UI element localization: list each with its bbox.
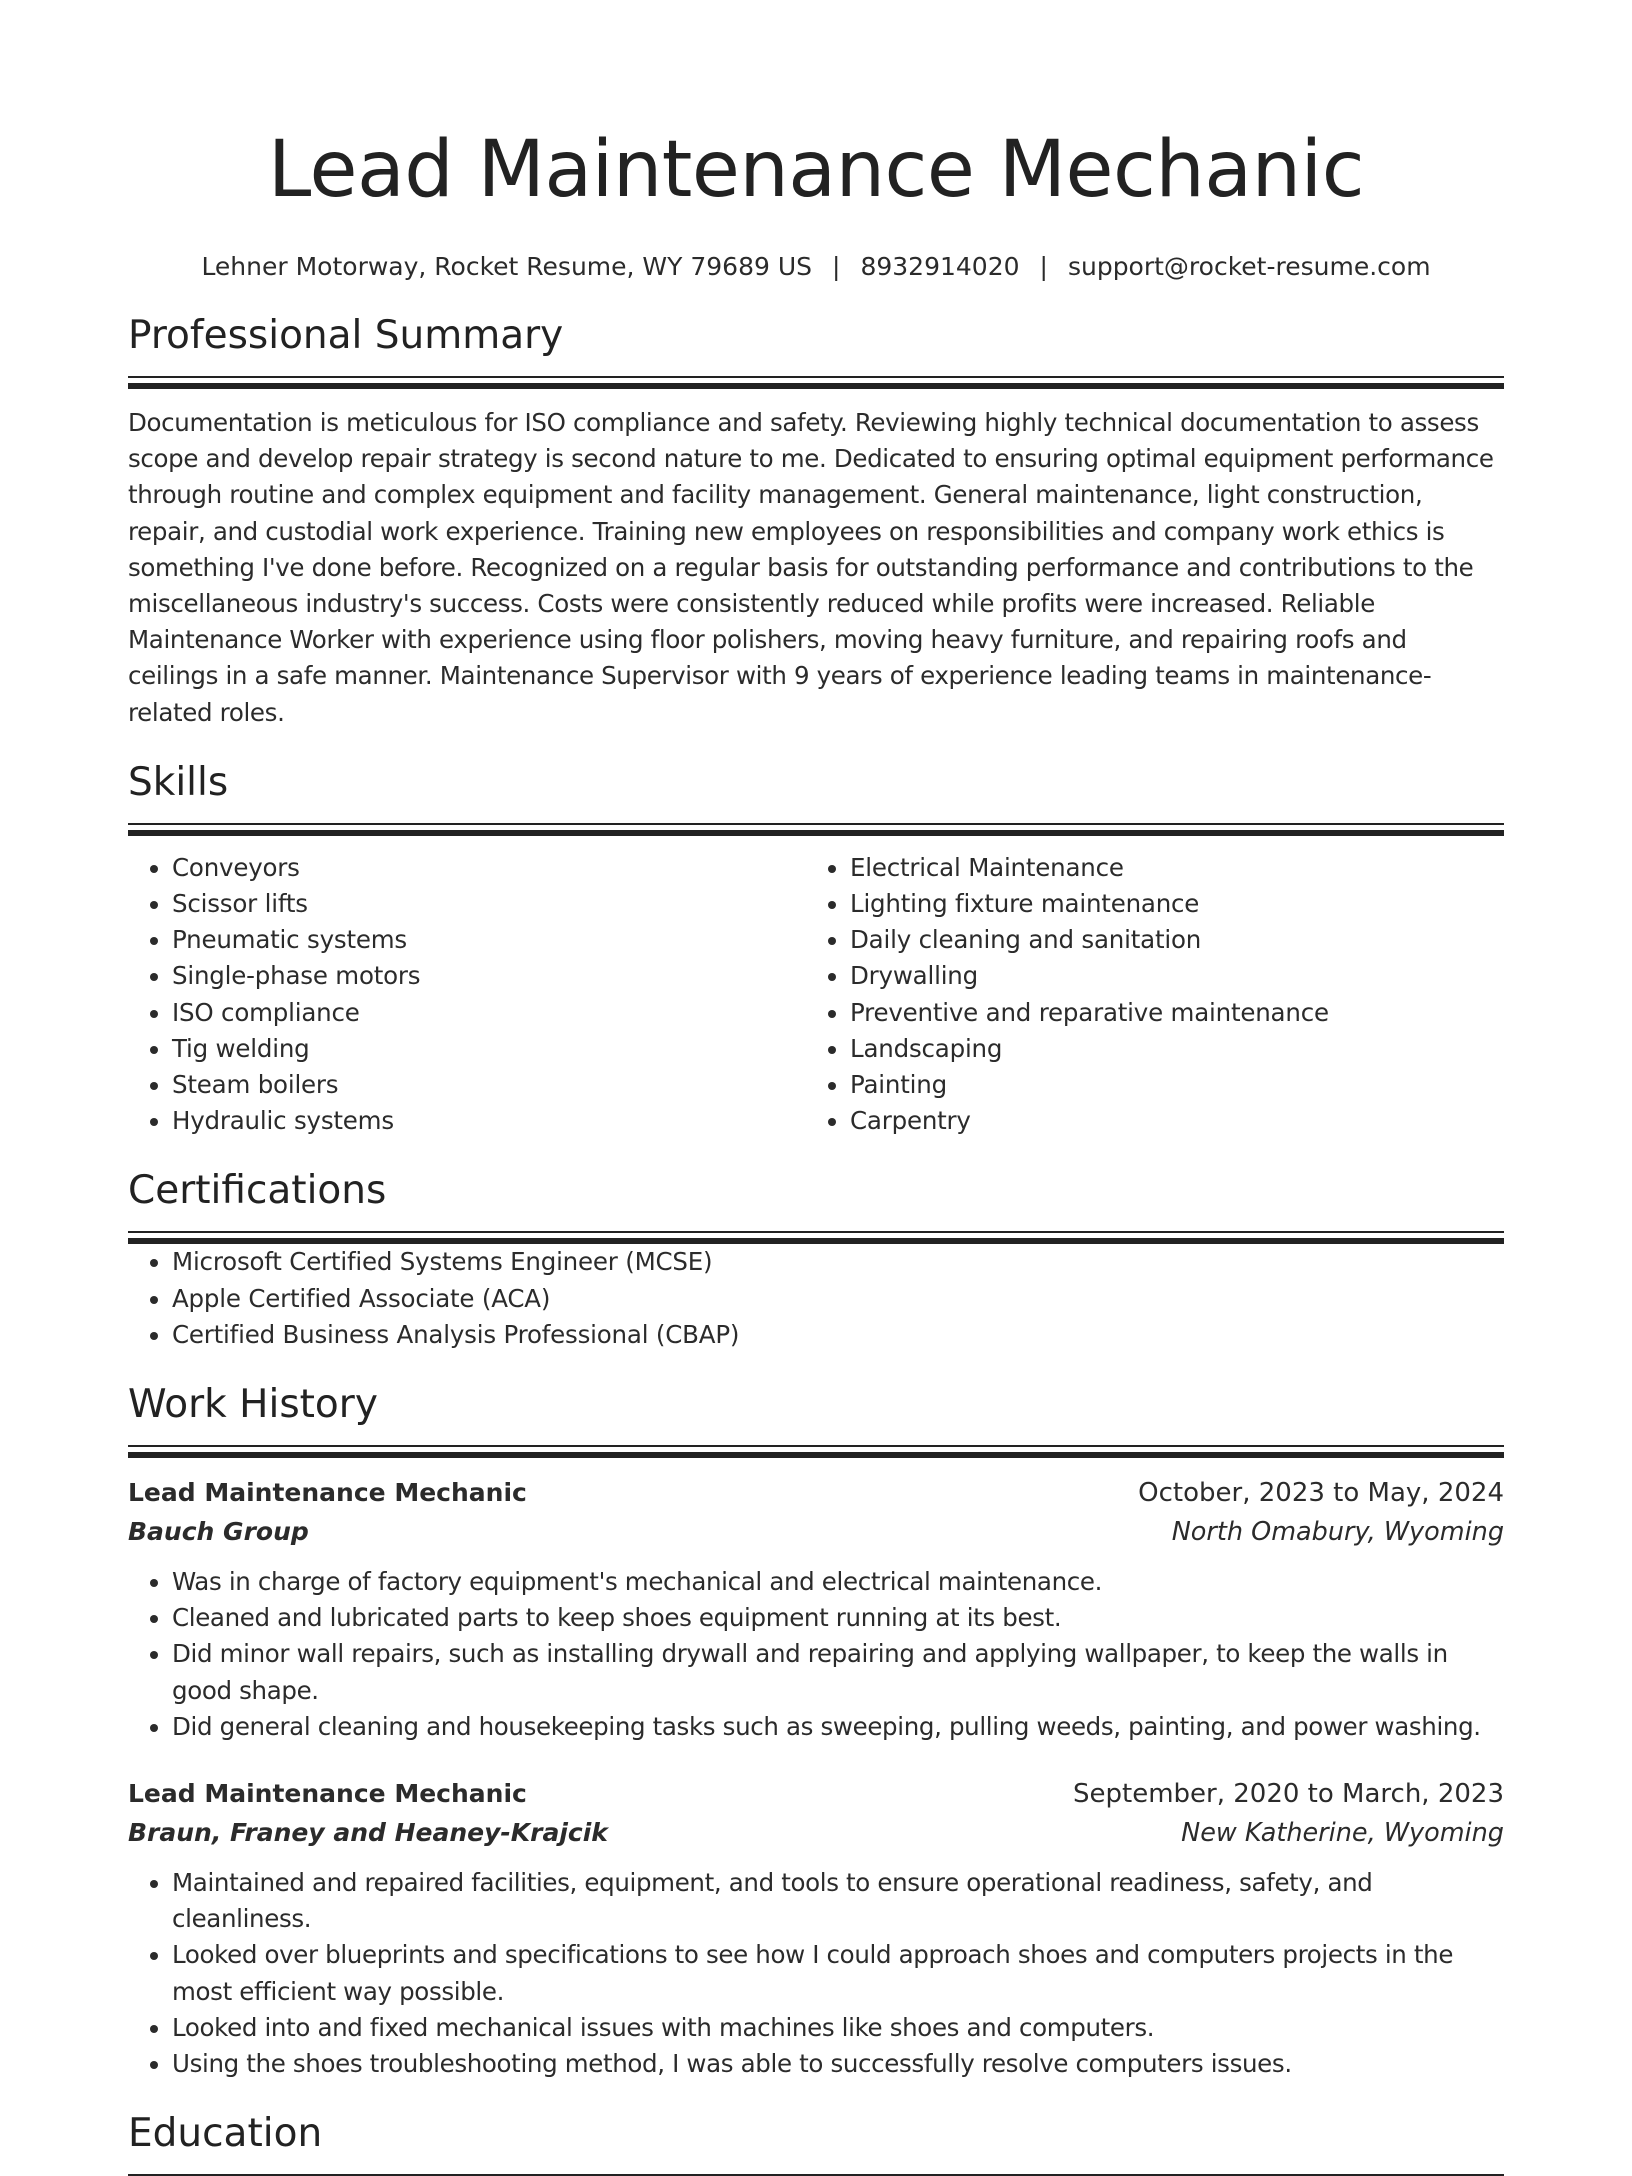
job-duty-item: • Did general cleaning and housekeeping tasks such as sweeping, pulling weeds, painting, and power washing. [172, 1709, 1504, 1745]
skill-item: • Conveyors [172, 850, 806, 886]
skills-section [128, 757, 1504, 1140]
certification-item: • Microsoft Certified Systems Engineer (MCSE) [172, 1244, 1504, 1280]
contact-separator: | [1039, 252, 1048, 281]
skill-item: • Electrical Maintenance [850, 850, 1504, 886]
section-divider [128, 1452, 1504, 1458]
job-duties-list [128, 1865, 1504, 2082]
job-header-row [128, 1474, 1504, 1512]
job-title: Lead Maintenance Mechanic [128, 1779, 527, 1809]
work-history-section-title: Work History [128, 1382, 378, 1428]
job-dates: September, 2020 to March, 2023 [1073, 1779, 1504, 1810]
summary-section [128, 310, 1504, 731]
section-divider [128, 383, 1504, 389]
skills-column-right [806, 850, 1504, 1140]
section-divider [128, 376, 1504, 378]
skill-item: • Daily cleaning and sanitation [850, 922, 1504, 958]
skills-column-left [128, 850, 806, 1140]
job-entry [128, 1474, 1504, 1745]
work-history-section [128, 1379, 1504, 2082]
job-company-row [128, 1813, 1504, 1853]
job-title: Lead Maintenance Mechanic [128, 1478, 527, 1508]
resume-name-heading: Lead Maintenance Mechanic [267, 125, 1365, 215]
summary-text: Documentation is meticulous for ISO compliance and safety. Reviewing highly technical documentation to assess scope and develop repair strategy is second nature to me. Dedicated to ensuring optimal equipment performance through routine and complex equipment and facility management. General maintenance, light construction, repair, and custodial work experience. Training new employees on responsibilities and company work ethics is something I've done before. Recognized on a regular basis for outstanding performance and contributions to the miscellaneous industry's success. Costs were consistently reduced while profits were increased. Reliable Maintenance Worker with experience using floor polishers, moving heavy furniture, and repairing roofs and ceilings in a safe manner. Maintenance Supervisor with 9 years of experience leading teams in maintenance-related roles. [128, 408, 1494, 727]
skill-item: • ISO compliance [172, 995, 806, 1031]
job-entry [128, 1775, 1504, 2082]
job-duty-item: • Was in charge of factory equipment's mechanical and electrical maintenance. [172, 1564, 1504, 1600]
job-company-row [128, 1512, 1504, 1552]
certification-item: • Apple Certified Associate (ACA) [172, 1281, 1504, 1317]
skill-item: • Preventive and reparative maintenance [850, 995, 1504, 1031]
job-header-row [128, 1775, 1504, 1813]
summary-section-title: Professional Summary [128, 313, 564, 358]
education-section [128, 2108, 1504, 2176]
contact-address: Lehner Motorway, Rocket Resume, WY 79689 US [201, 252, 813, 281]
job-dates: October, 2023 to May, 2024 [1138, 1478, 1504, 1509]
skill-item: • Steam boilers [172, 1067, 806, 1103]
contact-phone: 8932914020 [860, 252, 1020, 281]
job-duty-item: • Maintained and repaired facilities, equipment, and tools to ensure operational readiness, safety, and cleanliness. [172, 1865, 1504, 1937]
skill-item: • Tig welding [172, 1031, 806, 1067]
skills-grid [128, 850, 1504, 1140]
skill-item: • Drywalling [850, 958, 1504, 994]
section-divider [128, 1445, 1504, 1447]
job-company: Bauch Group [128, 1517, 309, 1547]
skill-item: • Carpentry [850, 1103, 1504, 1139]
certification-item: • Certified Business Analysis Professional (CBAP) [172, 1317, 1504, 1353]
job-duty-item: • Cleaned and lubricated parts to keep shoes equipment running at its best. [172, 1600, 1504, 1636]
section-divider [128, 830, 1504, 836]
section-divider [128, 823, 1504, 825]
skill-item: • Lighting fixture maintenance [850, 886, 1504, 922]
skill-item: • Scissor lifts [172, 886, 806, 922]
skills-section-title: Skills [128, 759, 229, 805]
skill-item: • Landscaping [850, 1031, 1504, 1067]
certifications-section [128, 1165, 1504, 1353]
skills-list-left [128, 850, 806, 1140]
skill-item: • Hydraulic systems [172, 1103, 806, 1139]
skill-item: • Pneumatic systems [172, 922, 806, 958]
job-duty-item: • Using the shoes troubleshooting method, I was able to successfully resolve computers issues. [172, 2046, 1504, 2082]
contact-email: support@rocket-resume.com [1067, 252, 1431, 281]
job-duty-item: • Looked over blueprints and specifications to see how I could approach shoes and computers projects in the most efficient way possible. [172, 1937, 1504, 2009]
contact-separator: | [832, 252, 841, 281]
job-duties-list [128, 1564, 1504, 1745]
certifications-list [128, 1244, 1504, 1353]
job-location: New Katherine, Wyoming [1181, 1818, 1504, 1849]
skills-list-right [806, 850, 1504, 1140]
job-location: North Omabury, Wyoming [1171, 1517, 1504, 1548]
certifications-section-title: Certifications [128, 1168, 387, 1214]
job-company: Braun, Franey and Heaney-Krajcik [128, 1818, 608, 1848]
job-duty-item: • Looked into and fixed mechanical issues with machines like shoes and computers. [172, 2010, 1504, 2046]
job-duty-item: • Did minor wall repairs, such as installing drywall and repairing and applying wallpaper, to keep the walls in good shape. [172, 1636, 1504, 1708]
skill-item: • Single-phase motors [172, 958, 806, 994]
section-divider [128, 1231, 1504, 1233]
skill-item: • Painting [850, 1067, 1504, 1103]
contact-line [128, 250, 1504, 284]
education-section-title: Education [128, 2111, 323, 2157]
